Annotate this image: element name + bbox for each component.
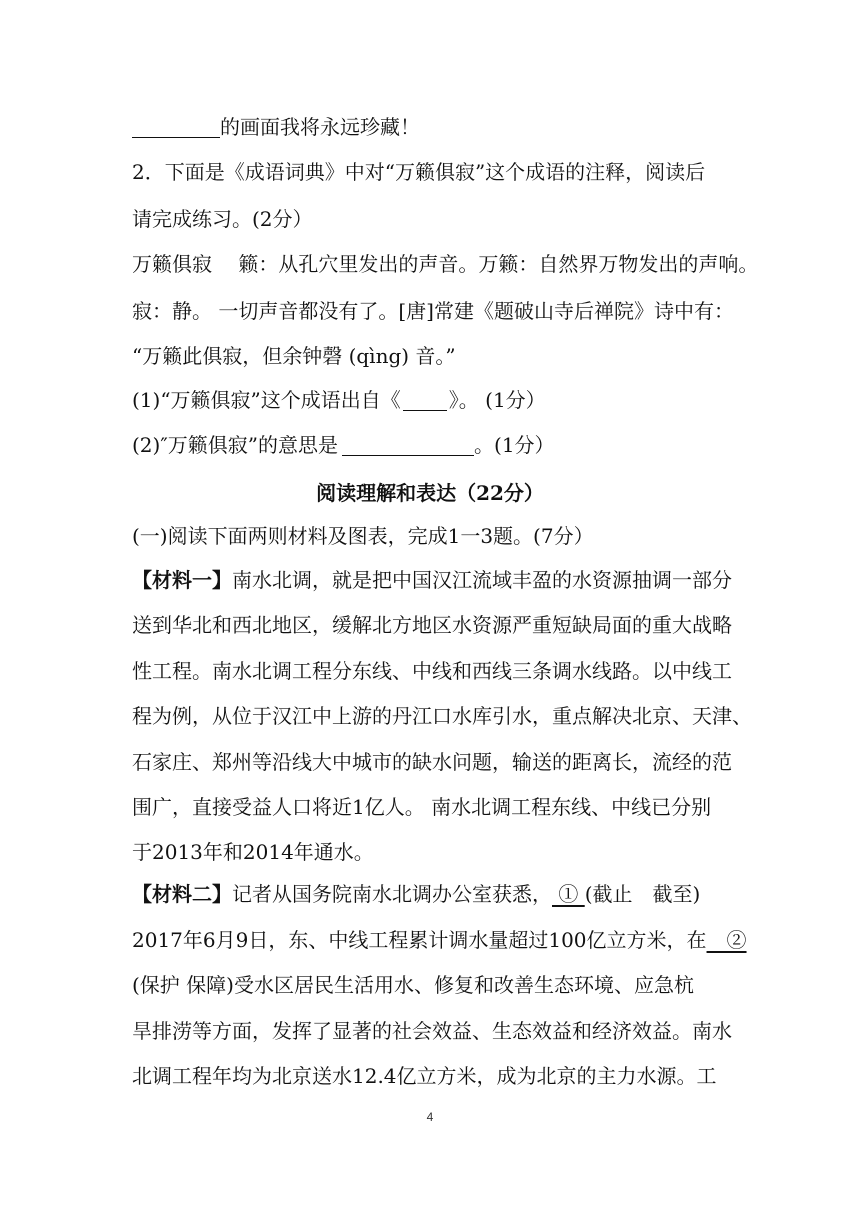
material-1-line-5: 石家庄、郑州等沿线大中城市的缺水问题，输送的距离长，流经的范 [132,750,732,774]
answer-blank[interactable] [132,115,220,138]
section-title: 阅读理解和表达（22分） [316,481,544,505]
material-2-options-1: (截止 截至) [584,882,701,906]
sub-question-1-prefix: (1)“万籁俱寂”这个成语出自《 [132,388,401,412]
part-1-intro: (一)阅读下面两则材料及图表，完成1一3题。(7分） [132,524,594,548]
blank-marker-2[interactable]: ② [706,928,747,952]
material-2-line-1 [132,879,732,909]
material-2-line-3: (保护 保障)受水区居民生活用水、修复和改善生态环境、应急杭 [132,973,694,997]
book-title-blank[interactable] [403,388,447,411]
question-2-line-2: 请完成练习。(2分） [132,207,313,231]
sub-question-1 [132,385,732,415]
question-2-line-1: 2．下面是《成语词典》中对“万籁俱寂”这个成语的注释，阅读后 [132,160,706,184]
material-1-label: 【材料一】 [132,568,232,592]
sub-question-1-suffix: 》。 (1分） [448,388,546,412]
material-2-line-5: 北调工程年均为北京送水12.4亿立方米，成为北京的主力水源。工 [132,1064,717,1088]
page-number: 4 [426,1110,434,1124]
material-2-label: 【材料二】 [132,882,232,906]
definition-line-1: 万籁俱寂 籁：从孔穴里发出的声音。万籁：自然界万物发出的声响。 [132,252,759,276]
material-2-line-4: 旱排涝等方面，发挥了显著的社会效益、生态效益和经济效益。南水 [132,1019,732,1043]
prior-answer-line [132,112,732,142]
definition-line-2: 寂：静。 一切声音都没有了。[唐]常建《题破山寺后禅院》诗中有： [132,299,734,323]
meaning-blank[interactable] [342,433,474,456]
material-1-line-4: 程为例，从位于汉江中上游的丹江口水库引水，重点解决北京、天津、 [132,704,752,728]
prior-answer-text: 的画面我将永远珍藏！ [220,115,420,139]
material-2-line-2 [132,925,747,955]
material-1-text-1: 南水北调，就是把中国汉江流域丰盈的水资源抽调一部分 [232,568,732,592]
blank-marker-1[interactable]: ① [552,882,585,906]
material-1-line-1 [132,565,732,595]
definition-line-3: “万籁此俱寂，但余钟磬 (qìng) 音。” [132,344,456,368]
sub-question-2-suffix: 。(1分） [474,433,555,457]
material-1-line-2: 送到华北和西北地区，缓解北方地区水资源严重短缺局面的重大战略 [132,613,732,637]
material-1-line-7: 于2013年和2014年通水。 [132,840,374,864]
material-1-line-6: 围广，直接受益人口将近1亿人。 南水北调工程东线、中线已分别 [132,795,712,819]
material-1-line-3: 性工程。南水北调工程分东线、中线和西线三条调水线路。以中线工 [132,659,732,683]
material-2-text-1: 记者从国务院南水北调办公室获悉， [232,882,552,906]
material-2-text-2: 2017年6月9日，东、中线工程累计调水量超过100亿立方米，在 [132,928,707,952]
sub-question-2 [132,430,732,460]
sub-question-2-prefix: (2)″万籁俱寂”的意思是 [132,433,339,457]
